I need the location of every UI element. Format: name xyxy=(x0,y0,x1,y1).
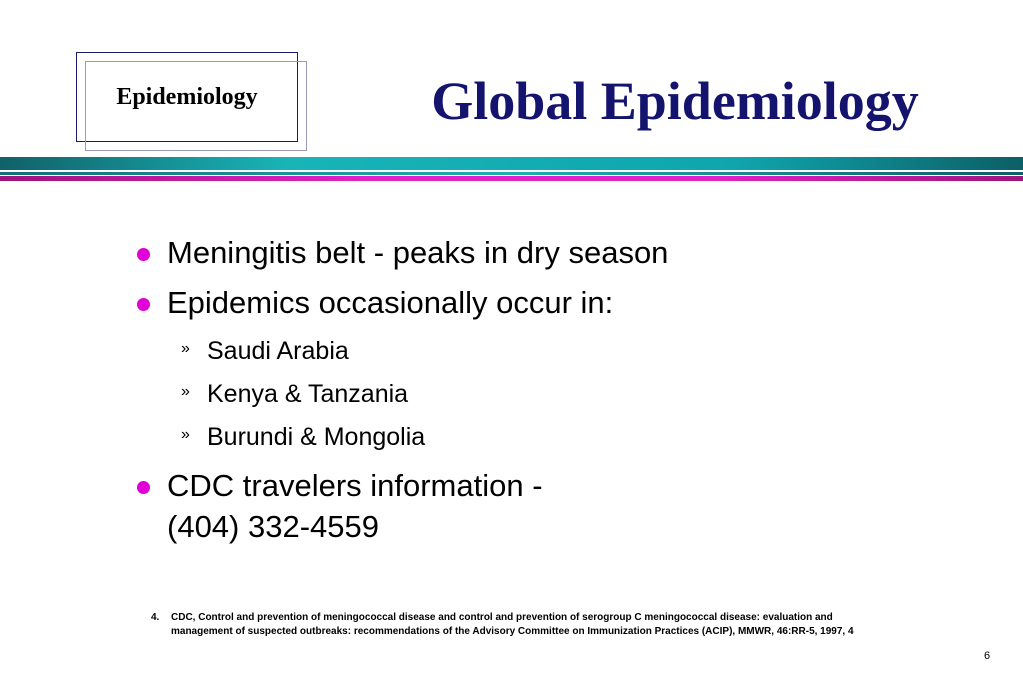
bullet-item xyxy=(167,468,543,504)
sub-bullet-text: Saudi Arabia xyxy=(207,337,349,365)
slide-title: Global Epidemiology xyxy=(431,71,919,131)
double-chevron-icon: » xyxy=(181,340,190,357)
bullet-item xyxy=(167,235,668,271)
sub-bullet-item xyxy=(181,423,426,452)
phone-number: (404) 332-4559 xyxy=(167,509,379,544)
bullet-dot-icon xyxy=(137,481,150,494)
footnote xyxy=(151,611,971,638)
double-chevron-icon: » xyxy=(181,383,190,400)
bullet-text: Meningitis belt - peaks in dry season xyxy=(167,235,669,270)
page-number: 6 xyxy=(984,650,991,662)
footnote-number: 4. xyxy=(151,612,160,623)
sub-bullet-text: Kenya & Tanzania xyxy=(207,380,409,408)
bullet-dot-icon xyxy=(137,298,150,311)
sub-bullet-item xyxy=(181,380,409,409)
bullet-text: Epidemics occasionally occur in: xyxy=(167,285,614,320)
bullet-dot-icon xyxy=(137,248,150,261)
footnote-line: CDC, Control and prevention of meningococcal disease and control and prevention of serogroup C meningococcal disease: evaluation and xyxy=(171,612,833,623)
epidemiology-badge-label: Epidemiology xyxy=(116,83,258,110)
bullet-text-continuation xyxy=(167,509,379,545)
sub-bullet-text: Burundi & Mongolia xyxy=(207,423,426,451)
bullet-text: CDC travelers information - xyxy=(167,468,543,503)
sub-bullet-item xyxy=(181,337,349,366)
bullet-item xyxy=(167,285,613,321)
double-chevron-icon: » xyxy=(181,426,190,443)
footnote-line: management of suspected outbreaks: recommendations of the Advisory Committee on Immunization Practices (ACIP), MMWR, 46:RR-5, 1997, 4 xyxy=(171,625,854,637)
